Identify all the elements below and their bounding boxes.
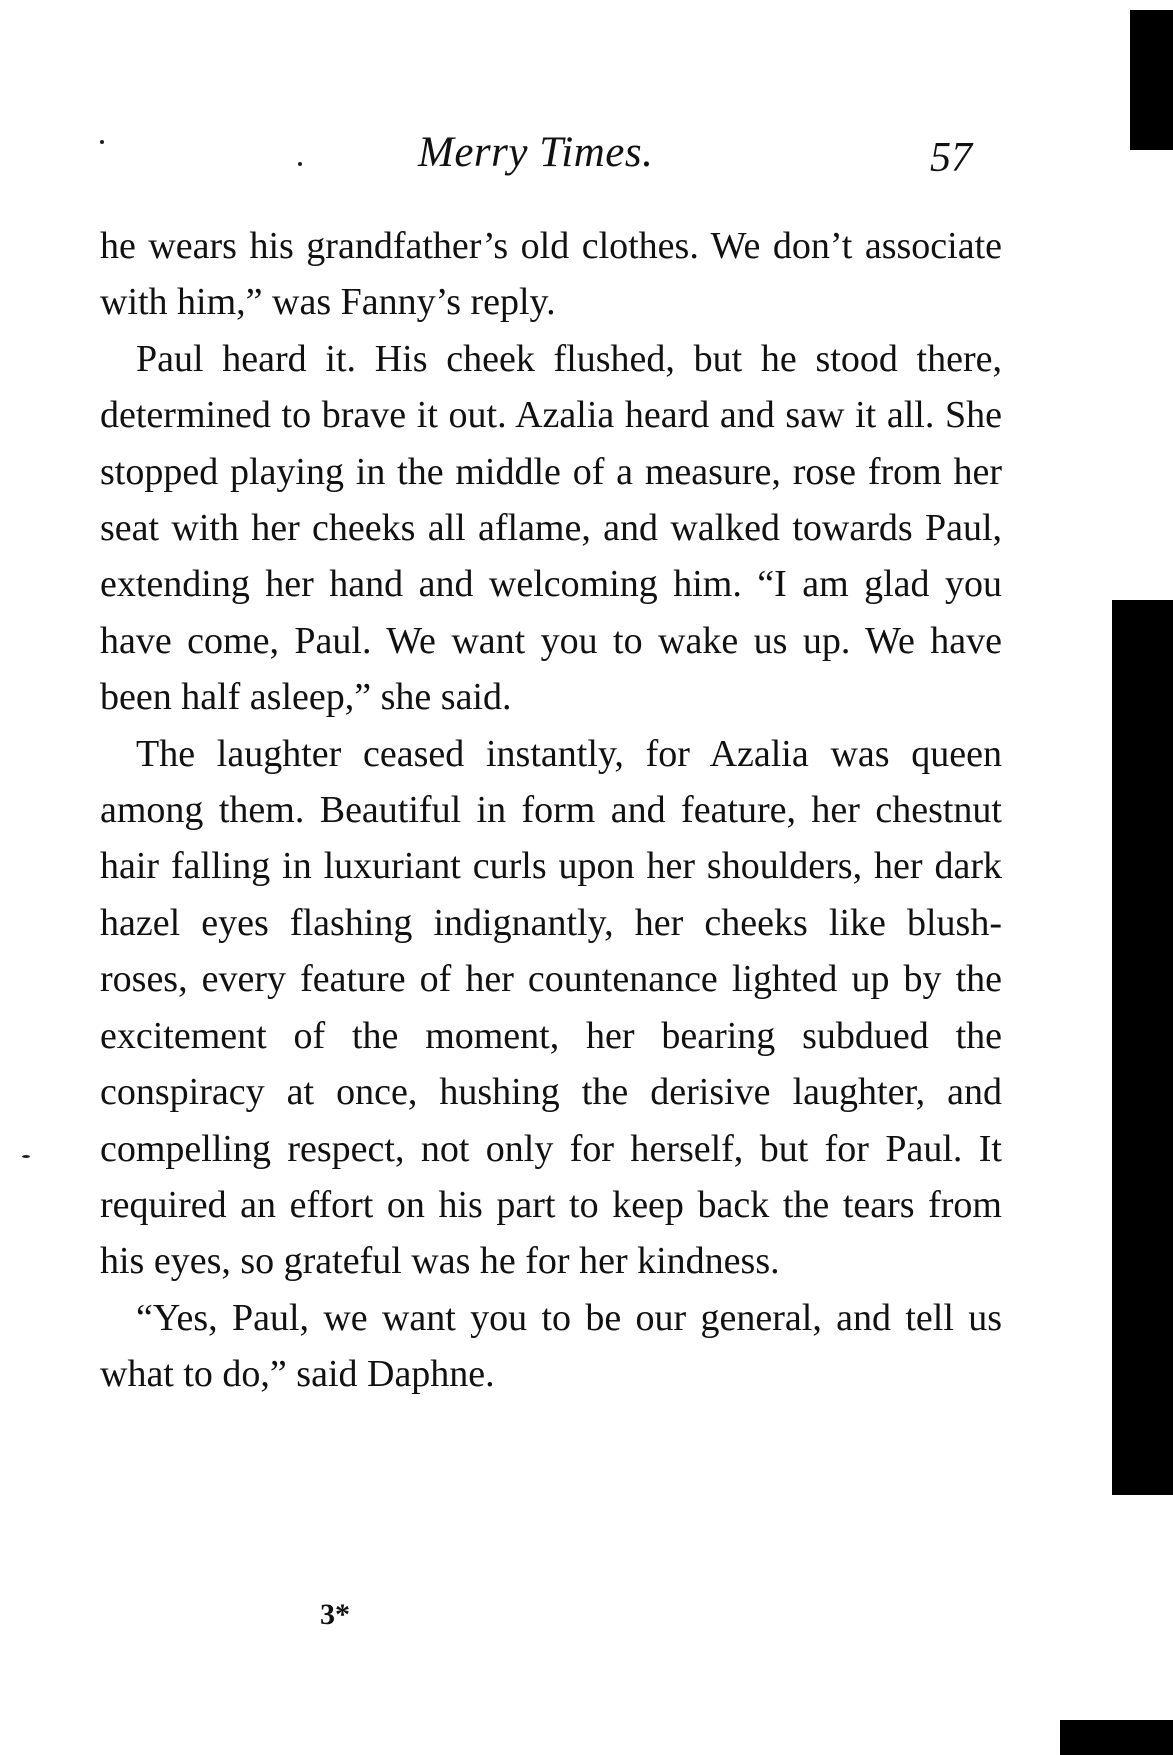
running-head	[100, 128, 1000, 188]
scan-edge-bottom	[1060, 1720, 1173, 1755]
signature-mark: 3*	[320, 1598, 350, 1631]
scan-edge-middle	[1112, 600, 1173, 1495]
paragraph: “Yes, Paul, we want you to be our general, and tell us what to do,” said Daphne.	[100, 1296, 1002, 1396]
body-text	[100, 218, 1002, 1403]
scan-edge-top	[1130, 10, 1173, 150]
paragraph: Paul heard it. His cheek flushed, but he stood there, determined to brave it out. Azalia heard and saw it all. She stopped playing in the middle of a measure, rose from her seat with her cheeks all aflame, and walked towards Paul, extending her hand and welcoming him. “I am glad you have come, Paul. We want you to wake us up. We have been half asleep,” she said.	[100, 337, 1002, 719]
scan-speck	[22, 1155, 30, 1158]
paragraph: The laughter ceased instantly, for Azalia was queen among them. Beautiful in form and feature, her chestnut hair falling in luxuriant curls upon her shoulders, her dark hazel eyes flashing indignantly, her cheeks like blush-roses, every feature of her countenance lighted up by the excitement of the moment, her bearing subdued the conspiracy at once, hushing the derisive laughter, and compelling respect, not only for herself, but for Paul. It required an effort on his part to keep back the tears from his eyes, so grateful was he for her kindness.	[100, 732, 1002, 1283]
paragraph: he wears his grandfather’s old clothes. We don’t associate with him,” was Fanny’s reply.	[100, 225, 1002, 324]
running-title: Merry Times.	[418, 129, 654, 176]
page-number: 57	[930, 135, 972, 181]
